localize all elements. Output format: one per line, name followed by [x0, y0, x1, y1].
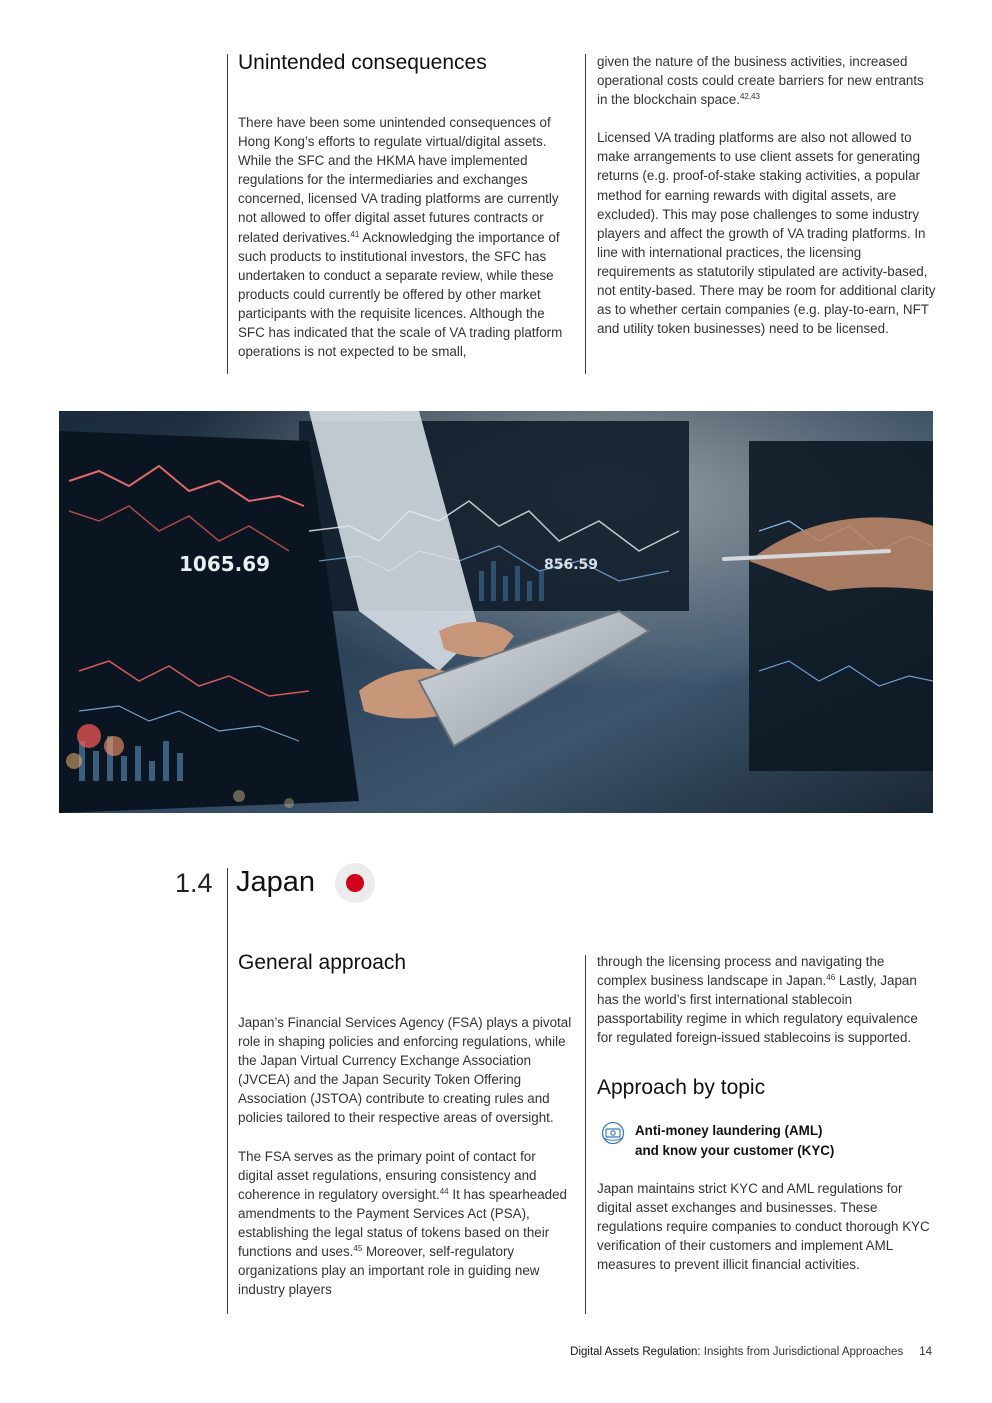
- screen-value-left: 1065.69: [179, 552, 271, 576]
- top-left-column: [238, 50, 573, 361]
- flag-red-disc: [346, 874, 364, 892]
- aml-kyc-title-line-1: Anti-money laundering (AML): [635, 1123, 823, 1139]
- footnote-ref: 41: [350, 229, 360, 239]
- trading-photo-illustration: [59, 411, 933, 813]
- footnote-ref: 44: [439, 1186, 449, 1196]
- text: Lastly, Japan has the world’s first international stablecoin passportability regime in which regulatory equivalence for regulated foreign-issued stablecoins is supported.: [597, 973, 918, 1046]
- bottom-right-column: [597, 952, 937, 1274]
- text: through the licensing process and navigating the complex business landscape in Japan.: [597, 954, 885, 989]
- footer-title-bold: Digital Assets Regulation:: [570, 1346, 701, 1358]
- text: It has spearheaded amendments to the Payment Services Act (PSA), establishing the legal status of tokens based on their functions and uses.: [238, 1186, 567, 1260]
- column-divider-bottom-right: [585, 955, 586, 1314]
- section-number: 1.4: [175, 868, 213, 898]
- paragraph-unintended-1: [238, 113, 573, 361]
- heading-general-approach: General approach: [238, 951, 407, 974]
- column-divider-top-right: [585, 54, 586, 374]
- japan-flag-icon: [335, 863, 375, 903]
- footer-title-rest: Insights from Jurisdictional Approaches: [700, 1346, 904, 1358]
- paragraph-aml: Japan maintains strict KYC and AML regulations for digital asset exchanges and businesses. These regulations require companies to conduct thorough KYC verification of their customers and implement AML measures to prevent illicit financial activities.: [597, 1180, 930, 1273]
- paragraph-unintended-2: [597, 52, 937, 109]
- trading-photo: [59, 411, 933, 813]
- paragraph-general-2: [238, 1147, 573, 1300]
- heading-approach-by-topic: Approach by topic: [597, 1076, 766, 1100]
- aml-kyc-topic: [597, 1121, 937, 1159]
- footnote-ref: 46: [826, 973, 836, 983]
- money-laundering-icon: [601, 1121, 625, 1145]
- text: There have been some unintended consequences of Hong Kong’s efforts to regulate virtual/digital assets. While the SFC and the HKMA have implemented regulations for the intermediaries and exchanges concerned, licensed VA trading platforms are currently not allowed to offer digital asset futures contracts or related derivatives.: [238, 115, 559, 245]
- screen-value-center: 856.59: [544, 557, 599, 573]
- text: given the nature of the business activities, increased operational costs could create barriers for new entrants in the blockchain space.: [597, 54, 924, 108]
- aml-kyc-title-line-2: and know your customer (KYC): [635, 1142, 835, 1158]
- paragraph-general-1: Japan’s Financial Services Agency (FSA) plays a pivotal role in shaping policies and enforcing regulations, while the Japan Virtual Currency Exchange Association (JVCEA) and the Japan Security Token Offering Association (JSTOA) contribute to creating rules and policies tailored to their respective areas of oversight.: [238, 1015, 572, 1126]
- paragraph-unintended-3: Licensed VA trading platforms are also not allowed to make arrangements to use client assets for generating returns (e.g. proof-of-stake staking activities, a popular method for earning rewards with digital assets, are excluded). This may pose challenges to some industry players and affect the growth of VA trading platforms. In line with international practices, the licensing requirements as statutorily stipulated are activity-based, not entity-based. There may be room for additional clarity as to whether certain companies (e.g. play-to-earn, NFT and utility token businesses) need to be licensed.: [597, 130, 936, 337]
- footnote-ref: 45: [353, 1244, 363, 1254]
- section-divider: [227, 868, 228, 1314]
- bottom-left-column: [238, 950, 573, 1299]
- top-right-column: [597, 52, 937, 338]
- section-title: Japan: [236, 866, 316, 898]
- paragraph-general-3: [597, 952, 937, 1047]
- page-footer: [570, 1346, 932, 1358]
- heading-unintended-consequences: Unintended consequences: [238, 51, 487, 74]
- text: The FSA serves as the primary point of contact for digital asset regulations, ensuring consistency and coherence in regulatory oversight.: [238, 1148, 537, 1202]
- column-divider-top-left: [227, 54, 228, 374]
- text: Acknowledging the importance of such products to institutional investors, the SFC has undertaken to conduct a separate review, while these products could currently be offered by other market participants with the requisite licences. Although the SFC has indicated that the scale of VA trading platform operations is not expected to be small,: [238, 229, 563, 360]
- page-number: 14: [919, 1346, 932, 1358]
- footnote-ref: 42,43: [739, 92, 760, 102]
- text: Moreover, self-regulatory organizations play an important role in guiding new industry players: [238, 1244, 540, 1298]
